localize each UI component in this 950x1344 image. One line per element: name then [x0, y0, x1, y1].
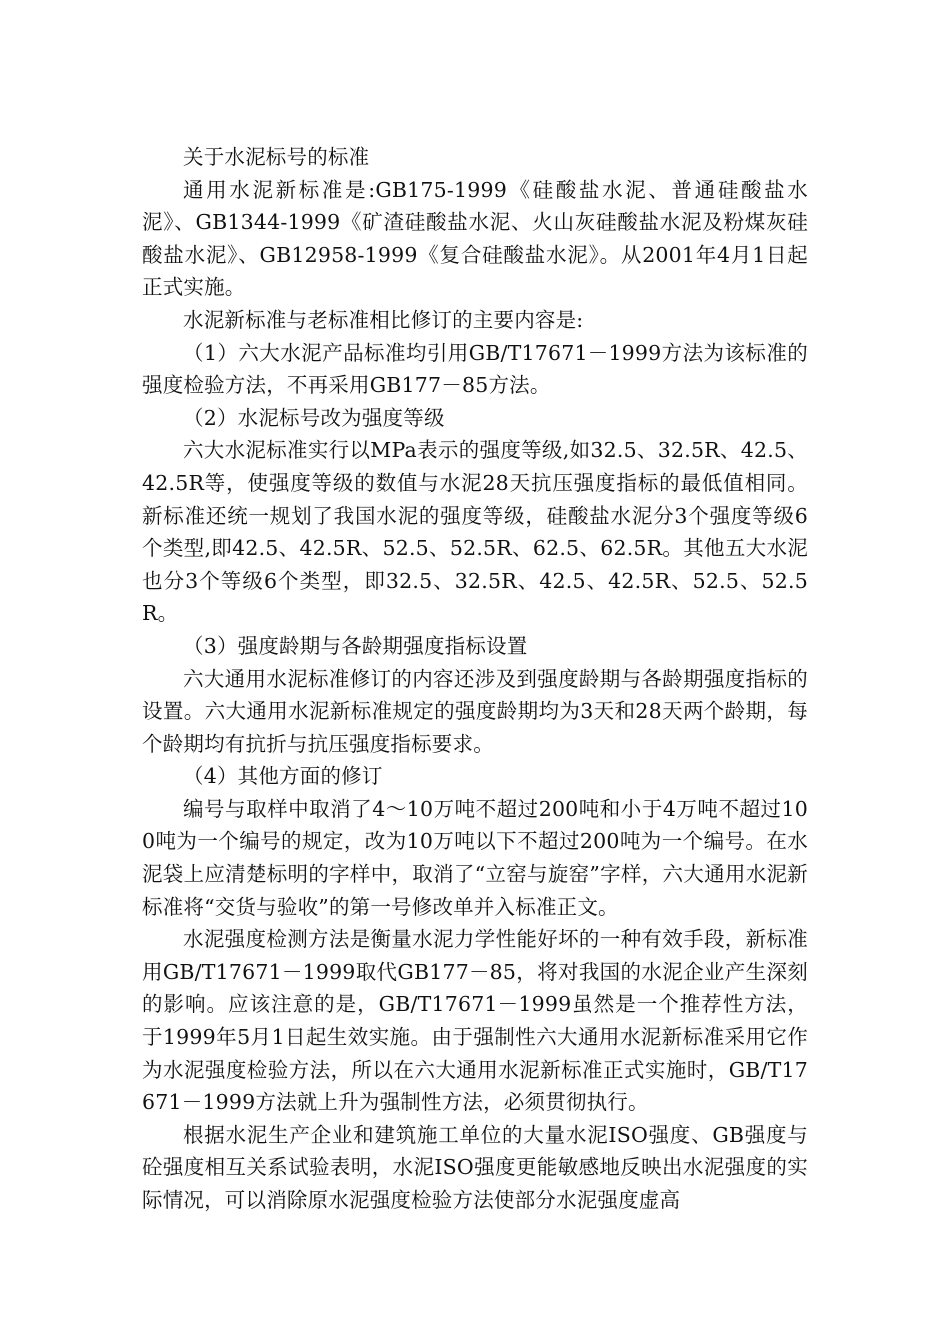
item-4-heading: （4）其他方面的修订 — [183, 764, 383, 789]
item-2-heading: （2）水泥标号改为强度等级 — [183, 405, 445, 430]
item-3-heading: （3）强度龄期与各龄期强度指标设置 — [183, 633, 528, 658]
document-title: 关于水泥标号的标准 — [183, 145, 370, 169]
paragraph-revision-intro: 水泥新标准与老标准相比修订的主要内容是: — [183, 307, 584, 332]
paragraph-numbering-sampling: 编号与取样中取消了4～10万吨不超过200吨和小于4万吨不超过100吨为一个编号的规定，改为10万吨以下不超过200吨为一个编号。在水泥袋上应清楚标明的字样中，取消了“立窑与旋窑”字样，六大通用水泥新标准将“交货与验收”的第一号修改单并入标准正文。 — [142, 796, 808, 919]
paragraph-test-method: 水泥强度检测方法是衡量水泥力学性能好坏的一种有效手段，新标准用GB/T17671－1999取代GB177－85，将对我国的水泥企业产生深刻的影响。应该注意的是，GB/T17671－1999虽然是一个推荐性方法，于1999年5月1日起生效实施。由于强制性六大通用水泥新标准采用它作为水泥强度检验方法，所以在六大通用水泥新标准正式实施时，GB/T17671－1999方法就上升为强制性方法，必须贯彻执行。 — [142, 927, 808, 1115]
paragraph-strength-grades: 六大水泥标准实行以MPa表示的强度等级,如32.5、32.5R、42.5、42.5R等，使强度等级的数值与水泥28天抗压强度指标的最低值相同。新标准还统一规划了我国水泥的强度等级，硅酸盐水泥分3个强度等级6个类型,即42.5、42.5R、52.5、52.5R、62.5、62.5R。其他五大水泥也分3个等级6个类型，即32.5、32.5R、42.5、42.5R、52.5、52.5R。 — [142, 438, 808, 626]
item-1-strength-method: （1）六大水泥产品标准均引用GB/T17671－1999方法为该标准的强度检验方法，不再采用GB177－85方法。 — [142, 340, 808, 398]
paragraph-standards-list: 通用水泥新标准是:GB175-1999《硅酸盐水泥、普通硅酸盐水泥》、GB1344-1999《矿渣硅酸盐水泥、火山灰硅酸盐水泥及粉煤灰硅酸盐水泥》、GB12958-1999《复合硅酸盐水泥》。从2001年4月1日起正式实施。 — [142, 177, 808, 300]
paragraph-strength-age: 六大通用水泥标准修订的内容还涉及到强度龄期与各龄期强度指标的设置。六大通用水泥新标准规定的强度龄期均为3天和28天两个龄期，每个龄期均有抗折与抗压强度指标要求。 — [142, 666, 808, 756]
document-body — [142, 141, 808, 1217]
paragraph-iso-strength: 根据水泥生产企业和建筑施工单位的大量水泥ISO强度、GB强度与砼强度相互关系试验表明，水泥ISO强度更能敏感地反映出水泥强度的实际情况，可以消除原水泥强度检验方法使部分水泥强度虚高 — [142, 1122, 808, 1212]
